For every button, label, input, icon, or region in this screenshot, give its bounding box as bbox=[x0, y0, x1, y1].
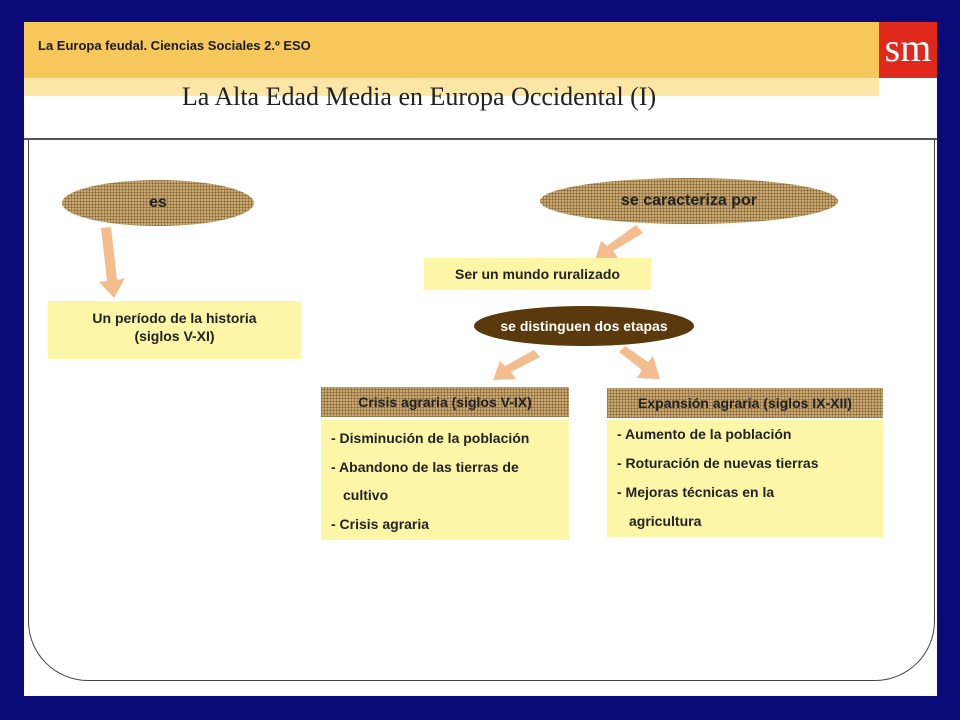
expansion-list bbox=[607, 420, 883, 537]
box-periodo bbox=[48, 301, 301, 359]
arrows-layer bbox=[24, 22, 937, 696]
box-mundo-ruralizado bbox=[424, 258, 651, 290]
slide bbox=[24, 22, 937, 696]
page-title: La Alta Edad Media en Europa Occidental (I) bbox=[181, 82, 657, 111]
concept-dos-etapas: se distinguen dos etapas bbox=[474, 306, 694, 346]
list-item: cultivo bbox=[343, 487, 389, 503]
course-label: La Europa feudal. Ciencias Sociales 2.º ESO bbox=[38, 38, 311, 53]
arrow-etapas-to-expansion bbox=[619, 346, 660, 379]
list-item: - Aumento de la población bbox=[617, 426, 792, 442]
crisis-list bbox=[321, 420, 569, 540]
list-item: - Abandono de las tierras de bbox=[331, 459, 519, 475]
concept-es: es bbox=[62, 180, 254, 226]
concept-se-caracteriza-por: se caracteriza por bbox=[540, 178, 838, 224]
crisis-heading: Crisis agraria (siglos V-IX) bbox=[321, 387, 569, 417]
expansion-heading: Expansión agraria (siglos IX-XII) bbox=[607, 388, 883, 418]
sm-logo: sm bbox=[879, 22, 937, 78]
periodo-line2: (siglos V-XI) bbox=[134, 328, 215, 344]
list-item: - Crisis agraria bbox=[331, 516, 430, 532]
list-item: agricultura bbox=[629, 513, 702, 529]
mundo-ruralizado-text: Ser un mundo ruralizado bbox=[455, 266, 620, 282]
list-item: - Roturación de nuevas tierras bbox=[617, 455, 819, 471]
periodo-line1: Un período de la historia bbox=[92, 310, 257, 326]
list-item: - Disminución de la población bbox=[331, 430, 530, 446]
arrow-etapas-to-crisis bbox=[493, 350, 540, 380]
arrow-es-to-periodo bbox=[99, 227, 125, 298]
arrow-caracteriza-to-rural bbox=[595, 225, 643, 260]
list-item: - Mejoras técnicas en la bbox=[617, 484, 775, 500]
